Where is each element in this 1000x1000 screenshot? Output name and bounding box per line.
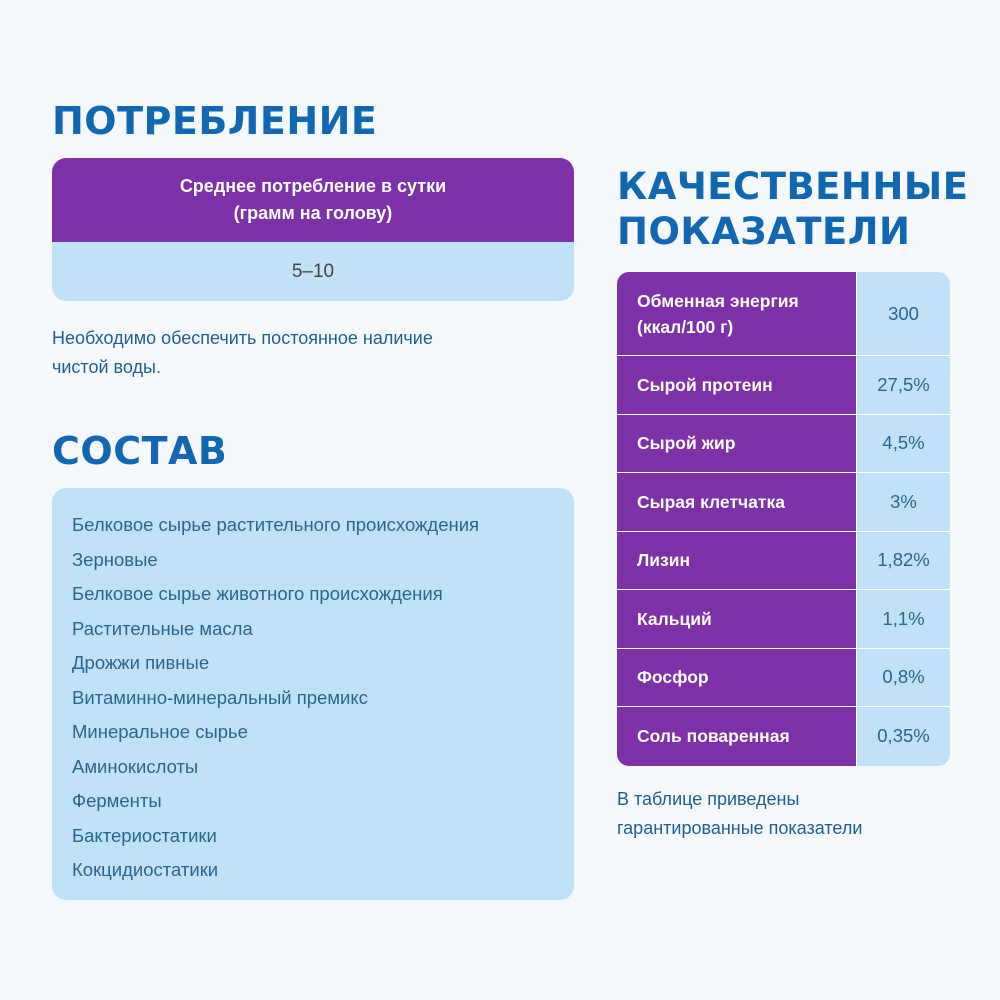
table-row — [617, 415, 950, 474]
quality-param-name: Фосфор — [617, 649, 857, 707]
table-row — [617, 272, 950, 356]
consumption-header-line1: Среднее потребление в сутки — [179, 176, 447, 196]
list-item: Аминокислоты — [72, 755, 199, 777]
consumption-table-header — [52, 158, 574, 242]
list-item: Зерновые — [72, 548, 158, 570]
quality-param-value: 1,1% — [857, 590, 950, 648]
quality-param-name-line1: Обменная энергия — [637, 290, 799, 311]
composition-list-card — [52, 488, 574, 900]
list-item: Белковое сырье растительного происхождения — [72, 514, 480, 535]
consumption-header-line2: (грамм на голову) — [233, 203, 393, 223]
quality-heading-line2: ПОКАЗАТЕЛИ — [617, 210, 911, 253]
table-row — [617, 707, 950, 766]
list-item: Бактериостатики — [72, 824, 217, 846]
quality-param-value: 1,82% — [857, 532, 950, 590]
list-item: Растительные масла — [72, 617, 253, 639]
quality-param-name: Лизин — [617, 532, 857, 590]
consumption-heading: ПОТРЕБЛЕНИЕ — [52, 99, 378, 143]
list-item: Витаминно-минеральный премикс — [72, 686, 368, 708]
table-row — [617, 356, 950, 415]
table-row — [617, 649, 950, 708]
table-row — [617, 473, 950, 532]
quality-param-value: 300 — [857, 272, 950, 355]
table-note — [617, 785, 957, 843]
table-note-line2: гарантированные показатели — [617, 818, 863, 838]
quality-param-value: 4,5% — [857, 415, 950, 473]
water-note-line2: чистой воды. — [52, 357, 161, 377]
quality-param-value: 0,8% — [857, 649, 950, 707]
quality-param-name — [617, 272, 857, 355]
quality-heading-line1: КАЧЕСТВЕННЫЕ — [617, 165, 969, 208]
table-row — [617, 532, 950, 591]
list-item: Белковое сырье животного происхождения — [72, 583, 443, 604]
table-row — [617, 590, 950, 649]
quality-param-name: Сырая клетчатка — [617, 473, 857, 531]
water-note-line1: Необходимо обеспечить постоянное наличие — [52, 328, 433, 348]
quality-param-name: Кальций — [617, 590, 857, 648]
list-item: Минеральное сырье — [72, 721, 248, 742]
list-item: Дрожжи пивные — [72, 652, 210, 673]
quality-heading — [617, 164, 968, 254]
composition-list — [72, 508, 574, 888]
quality-param-name: Сырой жир — [617, 415, 857, 473]
consumption-value: 5–10 — [52, 242, 574, 301]
table-note-line1: В таблице приведены — [617, 789, 800, 809]
quality-table — [617, 272, 950, 766]
list-item: Кокцидиостатики — [72, 859, 219, 880]
water-note — [52, 324, 552, 382]
quality-param-value: 0,35% — [857, 707, 950, 766]
composition-heading: СОСТАВ — [52, 429, 228, 473]
consumption-table — [52, 158, 574, 301]
quality-param-value: 3% — [857, 473, 950, 531]
list-item: Ферменты — [72, 790, 162, 811]
quality-param-value: 27,5% — [857, 356, 950, 414]
quality-param-name-line2: (ккал/100 г) — [637, 316, 734, 337]
quality-param-name: Сырой протеин — [617, 356, 857, 414]
quality-param-name: Соль поваренная — [617, 707, 857, 766]
